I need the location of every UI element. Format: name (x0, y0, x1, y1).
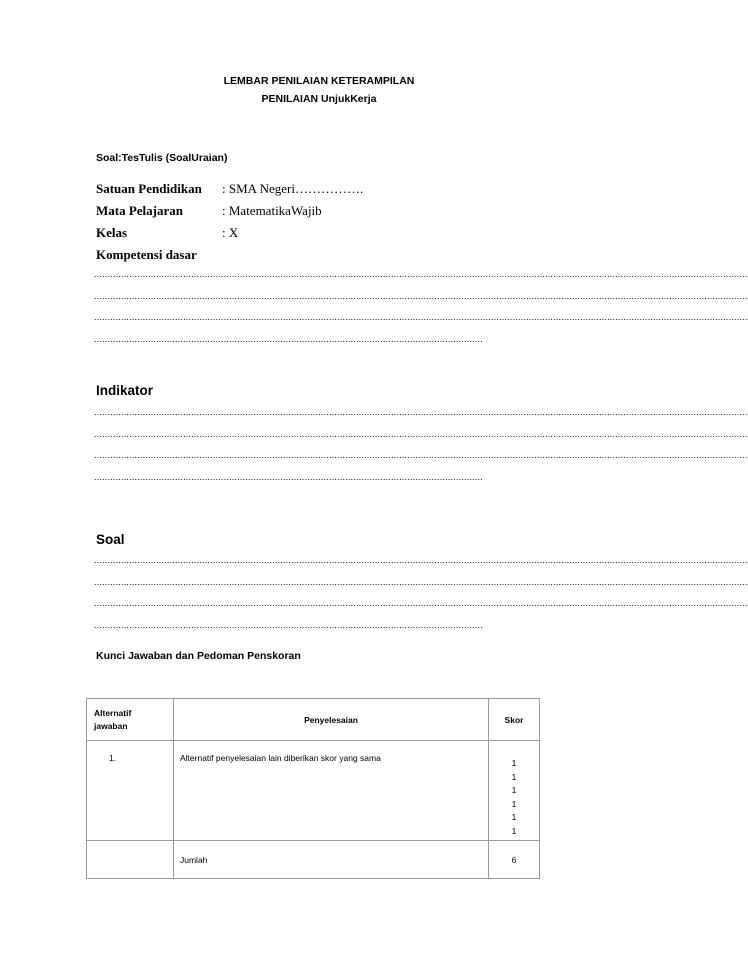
kompetensi-label: Kompetensi dasar (96, 247, 197, 262)
soal-dotted-line: .................................................................................................................................................................................................................................................. (94, 555, 748, 565)
score-value: 1 (511, 771, 517, 782)
row-score-cell (489, 741, 540, 841)
indikator-dotted-line: .................................................................................................................................................................................................................................................. (94, 429, 748, 439)
score-value: 1 (511, 798, 517, 809)
score-value: 1 (511, 812, 517, 822)
kompetensi-dotted-line-short: ................................................................................................................................................ (94, 334, 483, 344)
indikator-heading: Indikator (96, 383, 154, 398)
table-row (87, 741, 540, 841)
table-header-row (87, 699, 540, 741)
kompetensi-dotted-line: .................................................................................................................................................................................................................................................. (94, 312, 748, 322)
info-label-kelas: Kelas (96, 225, 128, 240)
score-value: 1 (511, 758, 517, 768)
header-cell-skor: Skor (489, 699, 540, 741)
indikator-dotted-line-short: ................................................................................................................................................ (94, 472, 483, 482)
row-penyelesaian-text: Alternatif penyelesaian lain diberikan skor yang sama (174, 741, 489, 841)
info-value-satuan: : SMA Negeri……………. (222, 181, 364, 196)
info-label-satuan: Satuan Pendidikan (96, 181, 202, 196)
kompetensi-dotted-line: .................................................................................................................................................................................................................................................. (94, 291, 748, 301)
total-label: Jumlah (174, 841, 489, 879)
row-number: 1. (87, 741, 174, 841)
soal-dotted-line-short: ................................................................................................................................................ (94, 620, 483, 630)
score-value: 1 (511, 785, 517, 795)
header-alternatif-line2: jawaban (94, 720, 128, 731)
info-label-mapel: Mata Pelajaran (96, 203, 184, 218)
soal-dotted-line: .................................................................................................................................................................................................................................................. (94, 598, 748, 608)
kompetensi-dotted-line: .................................................................................................................................................................................................................................................. (94, 269, 748, 279)
info-value-kelas: : X (222, 225, 239, 240)
indikator-dotted-line: .................................................................................................................................................................................................................................................. (94, 407, 748, 417)
kunci-jawaban-title: Kunci Jawaban dan Pedoman Penskoran (96, 650, 301, 662)
score-value: 1 (511, 825, 517, 836)
indikator-dotted-line: .................................................................................................................................................................................................................................................. (94, 450, 748, 460)
header-cell-penyelesaian: Penyelesaian (174, 699, 489, 741)
soal-heading: Soal (96, 532, 125, 547)
header-alternatif-line1: Alternatif (94, 707, 132, 718)
document-title-line1: LEMBAR PENILAIAN KETERAMPILAN (223, 75, 415, 87)
table-total-row (87, 841, 540, 879)
info-value-mapel: : MatematikaWajib (222, 203, 322, 218)
soal-dotted-line: .................................................................................................................................................................................................................................................. (94, 577, 748, 587)
soal-type-label: Soal:TesTulis (SoalUraian) (96, 152, 228, 164)
score-list (489, 741, 539, 840)
kunci-jawaban-table (86, 698, 540, 879)
total-empty-cell (87, 841, 174, 879)
total-value: 6 (489, 841, 540, 879)
document-title-line2: PENILAIAN UnjukKerja (261, 93, 377, 105)
header-cell-alternatif (87, 699, 174, 741)
